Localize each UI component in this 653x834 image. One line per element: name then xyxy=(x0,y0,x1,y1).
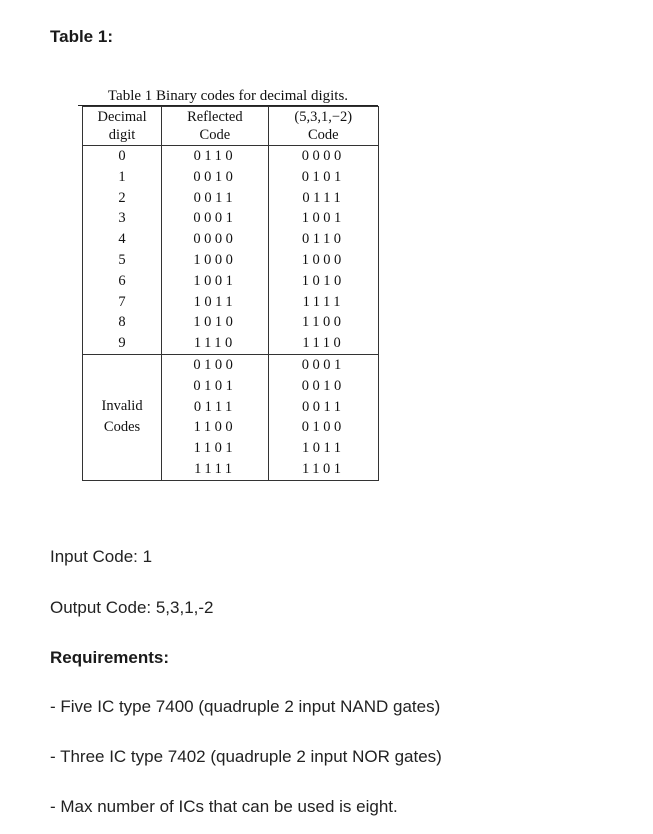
header-label: digit xyxy=(108,127,136,143)
decimal-digit: 7 xyxy=(118,293,126,310)
requirement-item: - Five IC type 7400 (quadruple 2 input NAND gates) xyxy=(50,697,441,716)
section-heading: Table 1: xyxy=(50,27,113,46)
decimal-digit: 6 xyxy=(118,272,126,289)
output-code-text: Output Code: 5,3,1,-2 xyxy=(50,598,214,617)
header-decimal-digit xyxy=(83,107,162,146)
reflected-code: 0001 xyxy=(193,210,237,227)
invalid-reflected-column xyxy=(162,354,268,480)
invalid-reflected-code: 0111 xyxy=(193,398,236,415)
header-label: Code xyxy=(307,127,339,143)
decimal-digit: 3 xyxy=(118,210,126,227)
requirement-item: - Three IC type 7402 (quadruple 2 input NOR gates) xyxy=(50,747,442,766)
weighted-code: 0110 xyxy=(302,231,345,248)
weighted-code-column xyxy=(268,146,378,355)
invalid-reflected-code: 1101 xyxy=(193,440,237,457)
invalid-weighted-code: 0010 xyxy=(301,377,345,394)
invalid-label: Invalid xyxy=(101,397,143,414)
decimal-digit: 4 xyxy=(118,231,126,248)
reflected-code: 0011 xyxy=(193,189,237,206)
weighted-code: 0000 xyxy=(301,148,345,164)
invalid-weighted-code: 0011 xyxy=(302,398,345,415)
binary-codes-table-figure xyxy=(78,88,382,481)
weighted-code: 1110 xyxy=(302,335,345,352)
header-weighted-code xyxy=(268,107,378,146)
weighted-code: 1001 xyxy=(301,210,345,227)
reflected-code: 1110 xyxy=(193,335,236,352)
decimal-digit: 9 xyxy=(118,335,126,352)
weighted-code: 0111 xyxy=(302,189,345,206)
weighted-code: 1000 xyxy=(301,251,345,268)
table-header-row xyxy=(83,107,379,146)
reflected-code: 1000 xyxy=(193,251,237,268)
invalid-weighted-code: 1011 xyxy=(302,440,345,457)
invalid-weighted-code: 0001 xyxy=(301,356,345,373)
weighted-code: 1100 xyxy=(302,314,345,331)
reflected-code: 0010 xyxy=(193,168,237,185)
header-label: Code xyxy=(199,127,231,143)
header-label: Reflected xyxy=(187,109,243,125)
reflected-code: 1011 xyxy=(193,293,237,310)
reflected-code-column xyxy=(162,146,268,355)
decimal-digit: 1 xyxy=(118,168,126,185)
invalid-reflected-code: 0100 xyxy=(193,356,237,373)
invalid-weighted-code: 1101 xyxy=(302,460,345,477)
reflected-code: 1001 xyxy=(193,272,237,289)
input-code-text: Input Code: 1 xyxy=(50,547,153,566)
decimal-digit: 2 xyxy=(118,189,126,206)
weighted-code: 0101 xyxy=(301,168,345,185)
requirement-item: - Max number of ICs that can be used is eight. xyxy=(50,797,398,816)
reflected-code: 0110 xyxy=(193,148,237,164)
requirements-heading: Requirements: xyxy=(50,648,170,667)
reflected-code: 0000 xyxy=(193,231,237,248)
invalid-codes-row xyxy=(83,354,379,480)
decimal-digit: 8 xyxy=(118,314,126,331)
invalid-reflected-code: 1100 xyxy=(193,419,237,436)
header-reflected-code xyxy=(162,107,268,146)
decimal-digit: 5 xyxy=(118,251,126,268)
invalid-weighted-code: 0100 xyxy=(301,419,345,436)
invalid-weighted-column xyxy=(268,354,378,480)
binary-codes-table xyxy=(82,106,379,481)
invalid-reflected-code: 0101 xyxy=(193,377,237,394)
table-caption: Table 1 Binary codes for decimal digits. xyxy=(107,88,349,104)
weighted-code: 1010 xyxy=(301,272,345,289)
invalid-label: Codes xyxy=(103,418,141,435)
valid-codes-row xyxy=(83,146,379,355)
invalid-codes-label xyxy=(83,354,162,480)
reflected-code: 1010 xyxy=(193,314,237,331)
invalid-reflected-code: 1111 xyxy=(194,460,236,477)
weighted-code: 1111 xyxy=(302,293,344,310)
decimal-digit: 0 xyxy=(118,148,126,164)
header-label: (5,3,1,−2) xyxy=(294,109,353,125)
header-label: Decimal xyxy=(97,109,147,125)
decimal-digit-column xyxy=(83,146,162,355)
